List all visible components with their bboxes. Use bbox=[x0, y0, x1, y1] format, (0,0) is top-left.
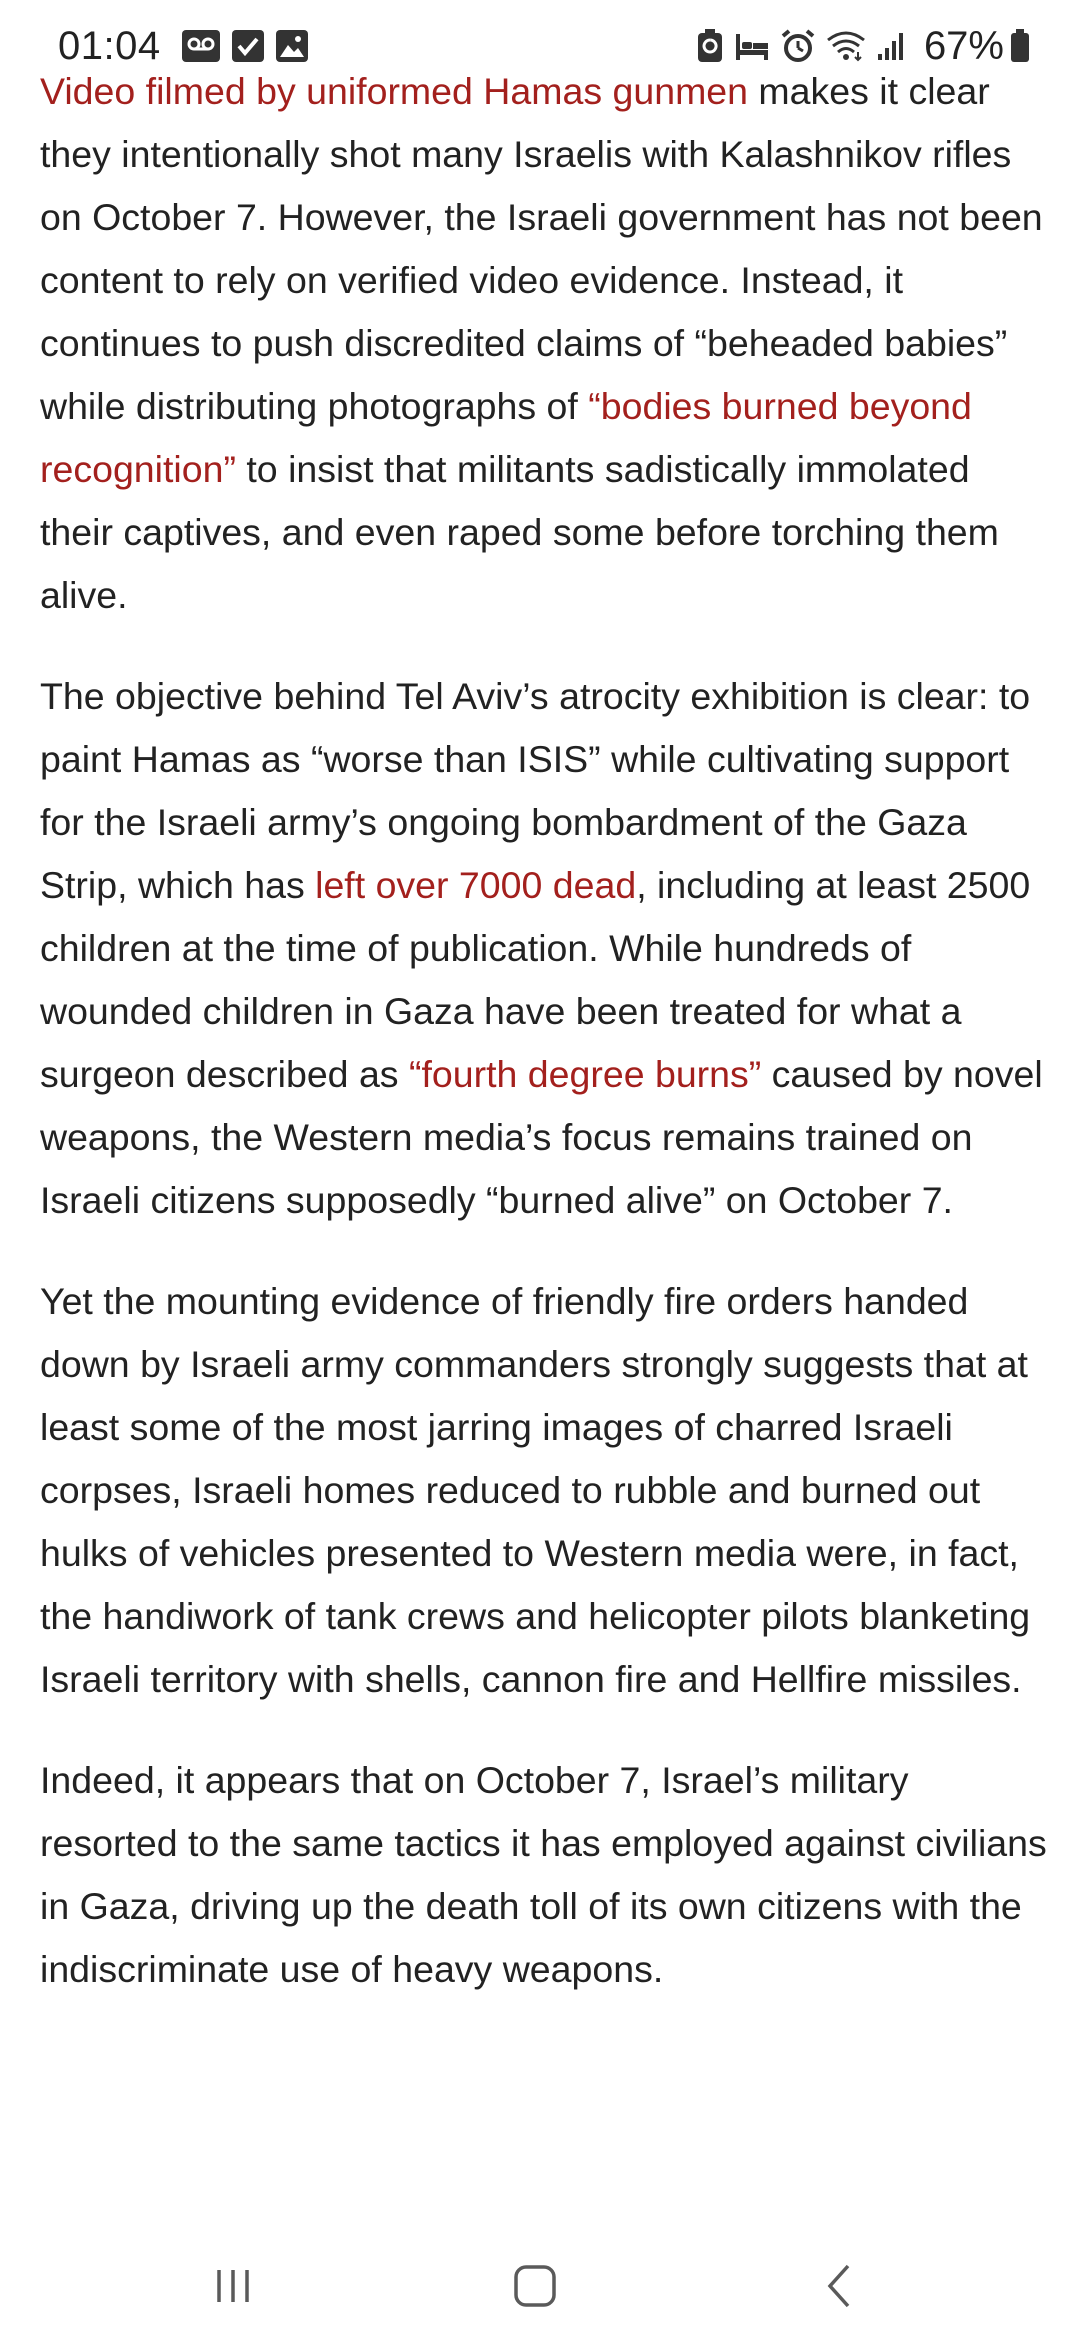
paragraph-1-text-a: makes it clear they intentionally shot many Israelis with Kalashnikov rifles on October 7. However, the Israeli government has not been content to rely on verified video evidence. Instead, it continues to push discredited claims of “beheaded babies” while distributing photographs of bbox=[40, 70, 1043, 427]
checkbox-icon bbox=[231, 29, 265, 63]
wifi-icon bbox=[826, 30, 866, 62]
paragraph-2-text-a: The objective behind Tel Aviv’s atrocity exhibition is clear: to paint Hamas as “worse than ISIS” while cultivating support for the Israeli army’s ongoing bombardment of the Gaza Strip, which has bbox=[40, 675, 1031, 906]
sleep-mode-icon bbox=[734, 30, 770, 62]
home-button[interactable] bbox=[490, 2248, 580, 2324]
article-body bbox=[40, 60, 1050, 2039]
back-icon bbox=[820, 2262, 860, 2310]
paragraph-3-text: Yet the mounting evidence of friendly fire orders handed down by Israeli army commanders strongly suggests that at least some of the most jarring images of charred Israeli corpses, Israeli homes reduced to rubble and burned out hulks of vehicles presented to Western media were, in fact, the handiwork of tank crews and helicopter pilots blanketing Israeli territory with shells, cannon fire and Hellfire missiles. bbox=[40, 1280, 1031, 1700]
gallery-icon bbox=[275, 29, 309, 63]
battery-percent: 67% bbox=[923, 23, 1004, 68]
signal-icon bbox=[876, 30, 908, 62]
paragraph-1-text-b: to insist that militants sadistically immolated their captives, and even raped some before torching them alive. bbox=[40, 448, 999, 616]
paragraph-2-text-b: , including at least 2500 children at the time of publication. While hundreds of wounded children in Gaza have been treated for what a surgeon described as bbox=[40, 864, 1031, 1095]
paragraph-3 bbox=[40, 1270, 1050, 1711]
link-video-filmed[interactable]: Video filmed by uniformed Hamas gunmen bbox=[40, 70, 749, 112]
link-fourth-degree-burns[interactable]: “fourth degree burns” bbox=[408, 1053, 762, 1095]
back-button[interactable] bbox=[795, 2248, 885, 2324]
recents-button[interactable] bbox=[188, 2248, 278, 2324]
battery-saver-icon bbox=[696, 28, 724, 64]
paragraph-4 bbox=[40, 1749, 1050, 2001]
paragraph-2 bbox=[40, 665, 1050, 1232]
alarm-icon bbox=[780, 28, 816, 64]
paragraph-1 bbox=[40, 60, 1050, 627]
status-time: 01:04 bbox=[58, 23, 161, 68]
paragraph-4-text: Indeed, it appears that on October 7, Israel’s military resorted to the same tactics it has employed against civilians in Gaza, driving up the death toll of its own citizens with the indiscriminate use of heavy weapons. bbox=[40, 1759, 1047, 1990]
battery-icon bbox=[1010, 29, 1030, 63]
link-bodies-burned[interactable]: “bodies burned beyond recognition” bbox=[40, 385, 972, 490]
navigation-bar bbox=[0, 2232, 1080, 2340]
recents-icon bbox=[211, 2264, 255, 2308]
voicemail-icon bbox=[181, 29, 221, 63]
paragraph-2-text-c: caused by novel weapons, the Western media’s focus remains trained on Israeli citizens supposedly “burned alive” on October 7. bbox=[40, 1053, 1043, 1221]
home-icon bbox=[511, 2262, 559, 2310]
link-left-over-7000-dead[interactable]: left over 7000 dead bbox=[315, 864, 637, 906]
